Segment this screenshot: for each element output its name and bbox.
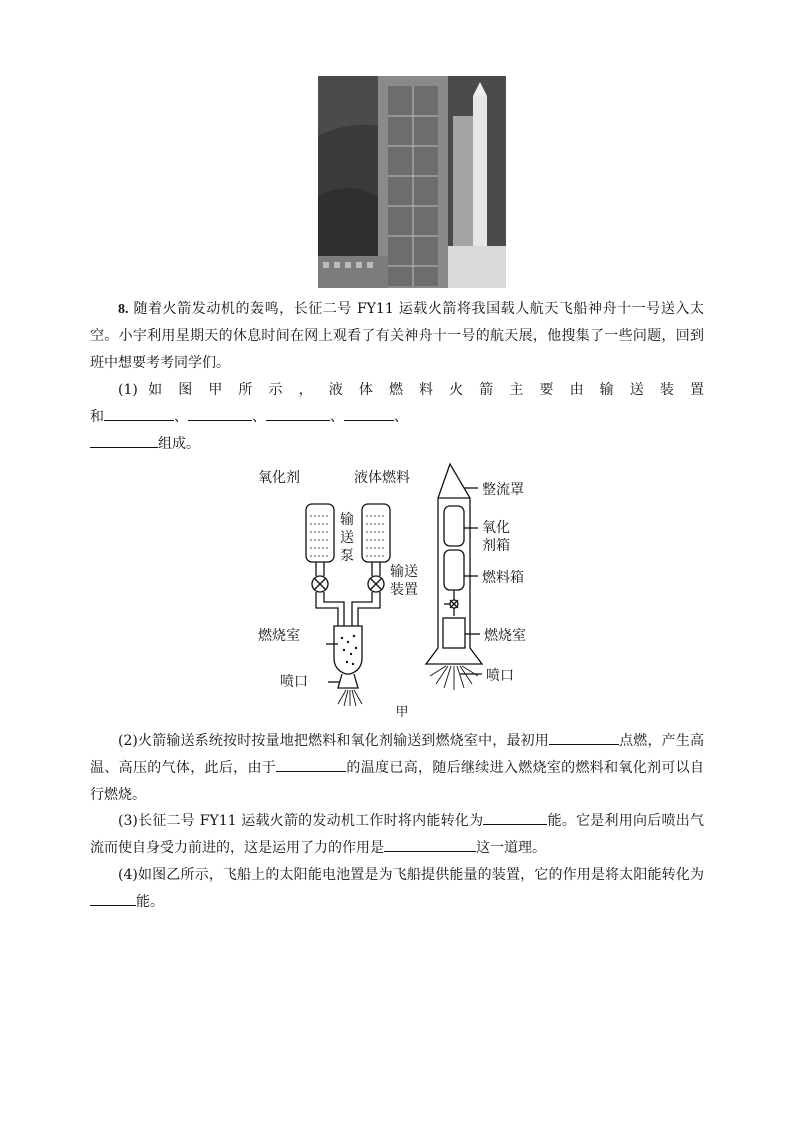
part1-line3	[90, 431, 704, 458]
intro-line-2: 小宇利用星期天的休息时间在网上观看了有关神舟十一号的航天展，他搜集了一些问题，回到班中想	[90, 328, 705, 371]
diagram-caption: 甲	[395, 705, 409, 720]
part2-d: 的温度已高，随后继续进入燃烧室的燃料和氧化剂可以自行	[90, 760, 705, 803]
part2-a: (2)火箭输送系统按时按量地把燃料和氧化剂输送到燃烧室中，最初用	[118, 733, 549, 749]
part1-and: 和	[90, 409, 104, 425]
launch-photo-graphic	[318, 76, 506, 288]
sep-3: 、	[330, 409, 344, 425]
part2-e: 燃烧。	[104, 787, 146, 803]
label-fuel-tank: 燃料箱	[482, 570, 524, 586]
label-oxidizer: 氧化剂	[258, 470, 300, 486]
label-pump-3: 泵	[340, 548, 354, 564]
part4-a: (4)如图乙所示，飞船上的太阳能电池置是为飞船提供能量的装置，它的作用是将太阳能转化为	[118, 867, 704, 883]
part3-c: 而使自身受力前进的，这是运用了力的作用是	[104, 840, 384, 856]
blank-10[interactable]	[90, 891, 136, 906]
sep-4: 、	[394, 409, 408, 425]
blank-4[interactable]	[344, 406, 394, 421]
blank-6[interactable]	[549, 730, 619, 745]
label-pump-2: 送	[340, 530, 354, 546]
fuel-tank-right	[444, 550, 464, 590]
blank-3[interactable]	[266, 406, 330, 421]
part4-b: 能。	[136, 894, 164, 910]
question-number: 8.	[118, 302, 129, 317]
combustion-chamber-left	[334, 626, 362, 674]
part2	[90, 728, 704, 809]
part4	[90, 862, 704, 916]
sep-2: 、	[252, 409, 266, 425]
label-pump-1: 输	[340, 512, 354, 528]
label-fairing: 整流罩	[482, 482, 524, 498]
blank-1[interactable]	[104, 406, 174, 421]
part3	[90, 808, 704, 862]
label-delivery-1: 输送	[390, 564, 418, 580]
question-intro	[90, 296, 704, 377]
label-oxidizer-tank-2: 剂箱	[482, 538, 510, 554]
label-delivery-2: 装置	[390, 582, 418, 598]
part1-line1	[90, 377, 704, 404]
part1-end: 组成。	[158, 436, 200, 452]
label-combustion-right: 燃烧室	[484, 628, 526, 644]
combustion-chamber-right	[443, 618, 465, 648]
blank-8[interactable]	[483, 810, 547, 825]
intro-line-1: 随着火箭发动机的轰鸣，长征二号 FY11 运载火箭将我国载人航天飞船神舟十一号送入太空。	[90, 301, 704, 344]
blank-5[interactable]	[90, 433, 158, 448]
label-liquid-fuel: 液体燃料	[354, 470, 410, 486]
label-combustion-left: 燃烧室	[258, 628, 300, 644]
part3-b: 能。它是利用向后喷出气流	[90, 813, 704, 856]
part3-a: (3)长征二号 FY11 运载火箭的发动机工作时将内能转化为	[118, 813, 484, 829]
part2-b: 点燃，产生高	[618, 733, 704, 749]
fuel-tank-left	[362, 504, 390, 562]
part2-c: 温、高压的气体，此后，由于	[90, 760, 277, 776]
label-oxidizer-tank-1: 氧化	[482, 520, 510, 536]
label-nozzle-right: 喷口	[486, 668, 514, 684]
part1-line2	[90, 404, 704, 431]
intro-line-3: 要考考同学们。	[132, 355, 230, 371]
oxidizer-tank-right	[444, 506, 464, 546]
blank-2[interactable]	[188, 406, 252, 421]
rocket-launch-photo	[318, 76, 506, 288]
part1-text: (1) 如 图 甲 所 示 ， 液 体 燃 料 火 箭 主 要 由 输 送 装 置	[118, 382, 704, 398]
blank-9[interactable]	[384, 837, 476, 852]
blank-7[interactable]	[276, 757, 346, 772]
label-nozzle-left: 喷口	[280, 674, 308, 690]
rocket-engine-diagram	[250, 458, 550, 722]
part3-d: 这一道理。	[476, 840, 546, 856]
oxidizer-tank-left	[306, 504, 334, 562]
sep-1: 、	[174, 409, 188, 425]
